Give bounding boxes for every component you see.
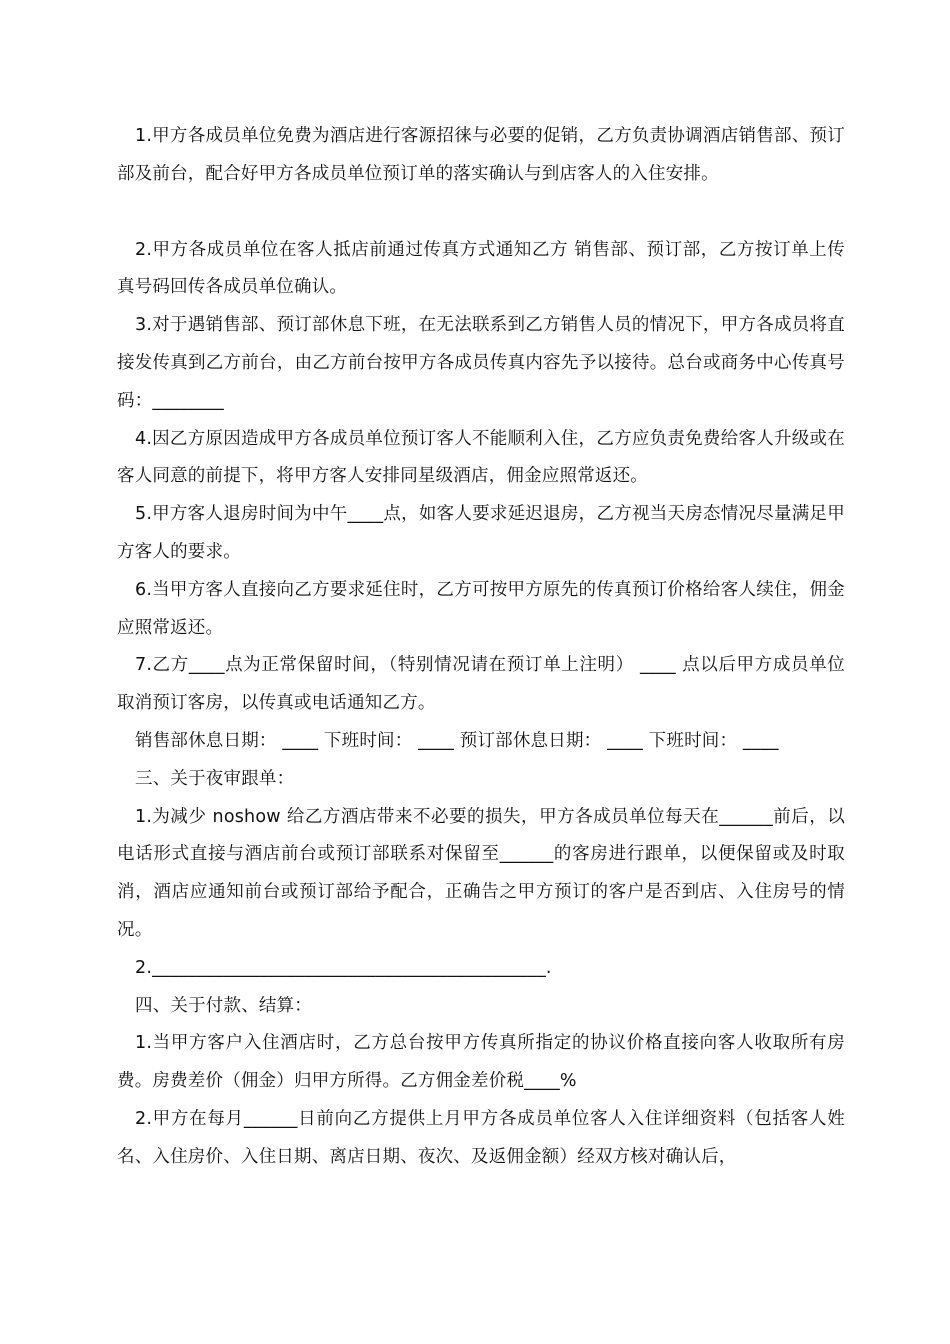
section-heading: 四、关于付款、结算： (135, 995, 312, 1016)
clause-paragraph: 1.甲方各成员单位免费为酒店进行客源招徕与必要的促销，乙方负责协调酒店销售部、预订部及前台，配合好甲方各成员单位预订单的落实确认与到店客人的入住安排。 (117, 126, 845, 184)
paragraph-spacer (117, 194, 845, 232)
clause-paragraph: 4.因乙方原因造成甲方各成员单位预订客人不能顺利入住，乙方应负责免费给客人升级或在客人同意的前提下，将甲方客人安排同星级酒店，佣金应照常返还。 (117, 428, 845, 487)
document-body (117, 118, 845, 1177)
clause-paragraph: 1.当甲方客户入住酒店时，乙方总台按甲方传真所指定的协议价格直接向客人收取所有房费。房费差价（佣金）归甲方所得。乙方佣金差价税____% (117, 1033, 845, 1092)
clause-paragraph: 7.乙方____点为正常保留时间，（特别情况请在预订单上注明） ____ 点以后甲方成员单位取消预订客房，以传真或电话通知乙方。 (117, 655, 845, 714)
clause-paragraph: 2.甲方在每月______日前向乙方提供上月甲方各成员单位客人入住详细资料（包括客人姓名、入住房价、入住日期、离店日期、夜次、及返佣金额）经双方核对确认后， (117, 1108, 845, 1167)
section-heading: 三、关于夜审跟单： (135, 768, 295, 789)
schedule-line: 销售部休息日期： ____ 下班时间： ____ 预订部休息日期： ____ 下班时间： ____ (135, 730, 779, 751)
clause-paragraph: 2.甲方各成员单位在客人抵店前通过传真方式通知乙方 销售部、预订部，乙方按订单上传真号码回传各成员单位确认。 (117, 239, 845, 298)
clause-paragraph: 3.对于遇销售部、预订部休息下班，在无法联系到乙方销售人员的情况下，甲方各成员将直接发传真到乙方前台，由乙方前台按甲方各成员传真内容先予以接待。总台或商务中心传真号码：________ (117, 315, 845, 411)
clause-paragraph: 5.甲方客人退房时间为中午____点，如客人要求延迟退房，乙方视当天房态情况尽量满足甲方客人的要求。 (117, 504, 845, 562)
clause-paragraph: 1.为减少 noshow 给乙方酒店带来不必要的损失，甲方各成员单位每天在______前后，以电话形式直接与酒店前台或预订部联系对保留至______的客房进行跟单，以便保留或及时取消，酒店应通知前台或预订部给予配合，正确告之甲方预订的客户是否到店、入住房号的情况。 (117, 806, 845, 940)
clause-paragraph: 2.____________________________________________. (135, 957, 552, 978)
clause-paragraph: 6.当甲方客人直接向乙方要求延住时，乙方可按甲方原先的传真预订价格给客人续住，佣金应照常返还。 (117, 579, 845, 638)
